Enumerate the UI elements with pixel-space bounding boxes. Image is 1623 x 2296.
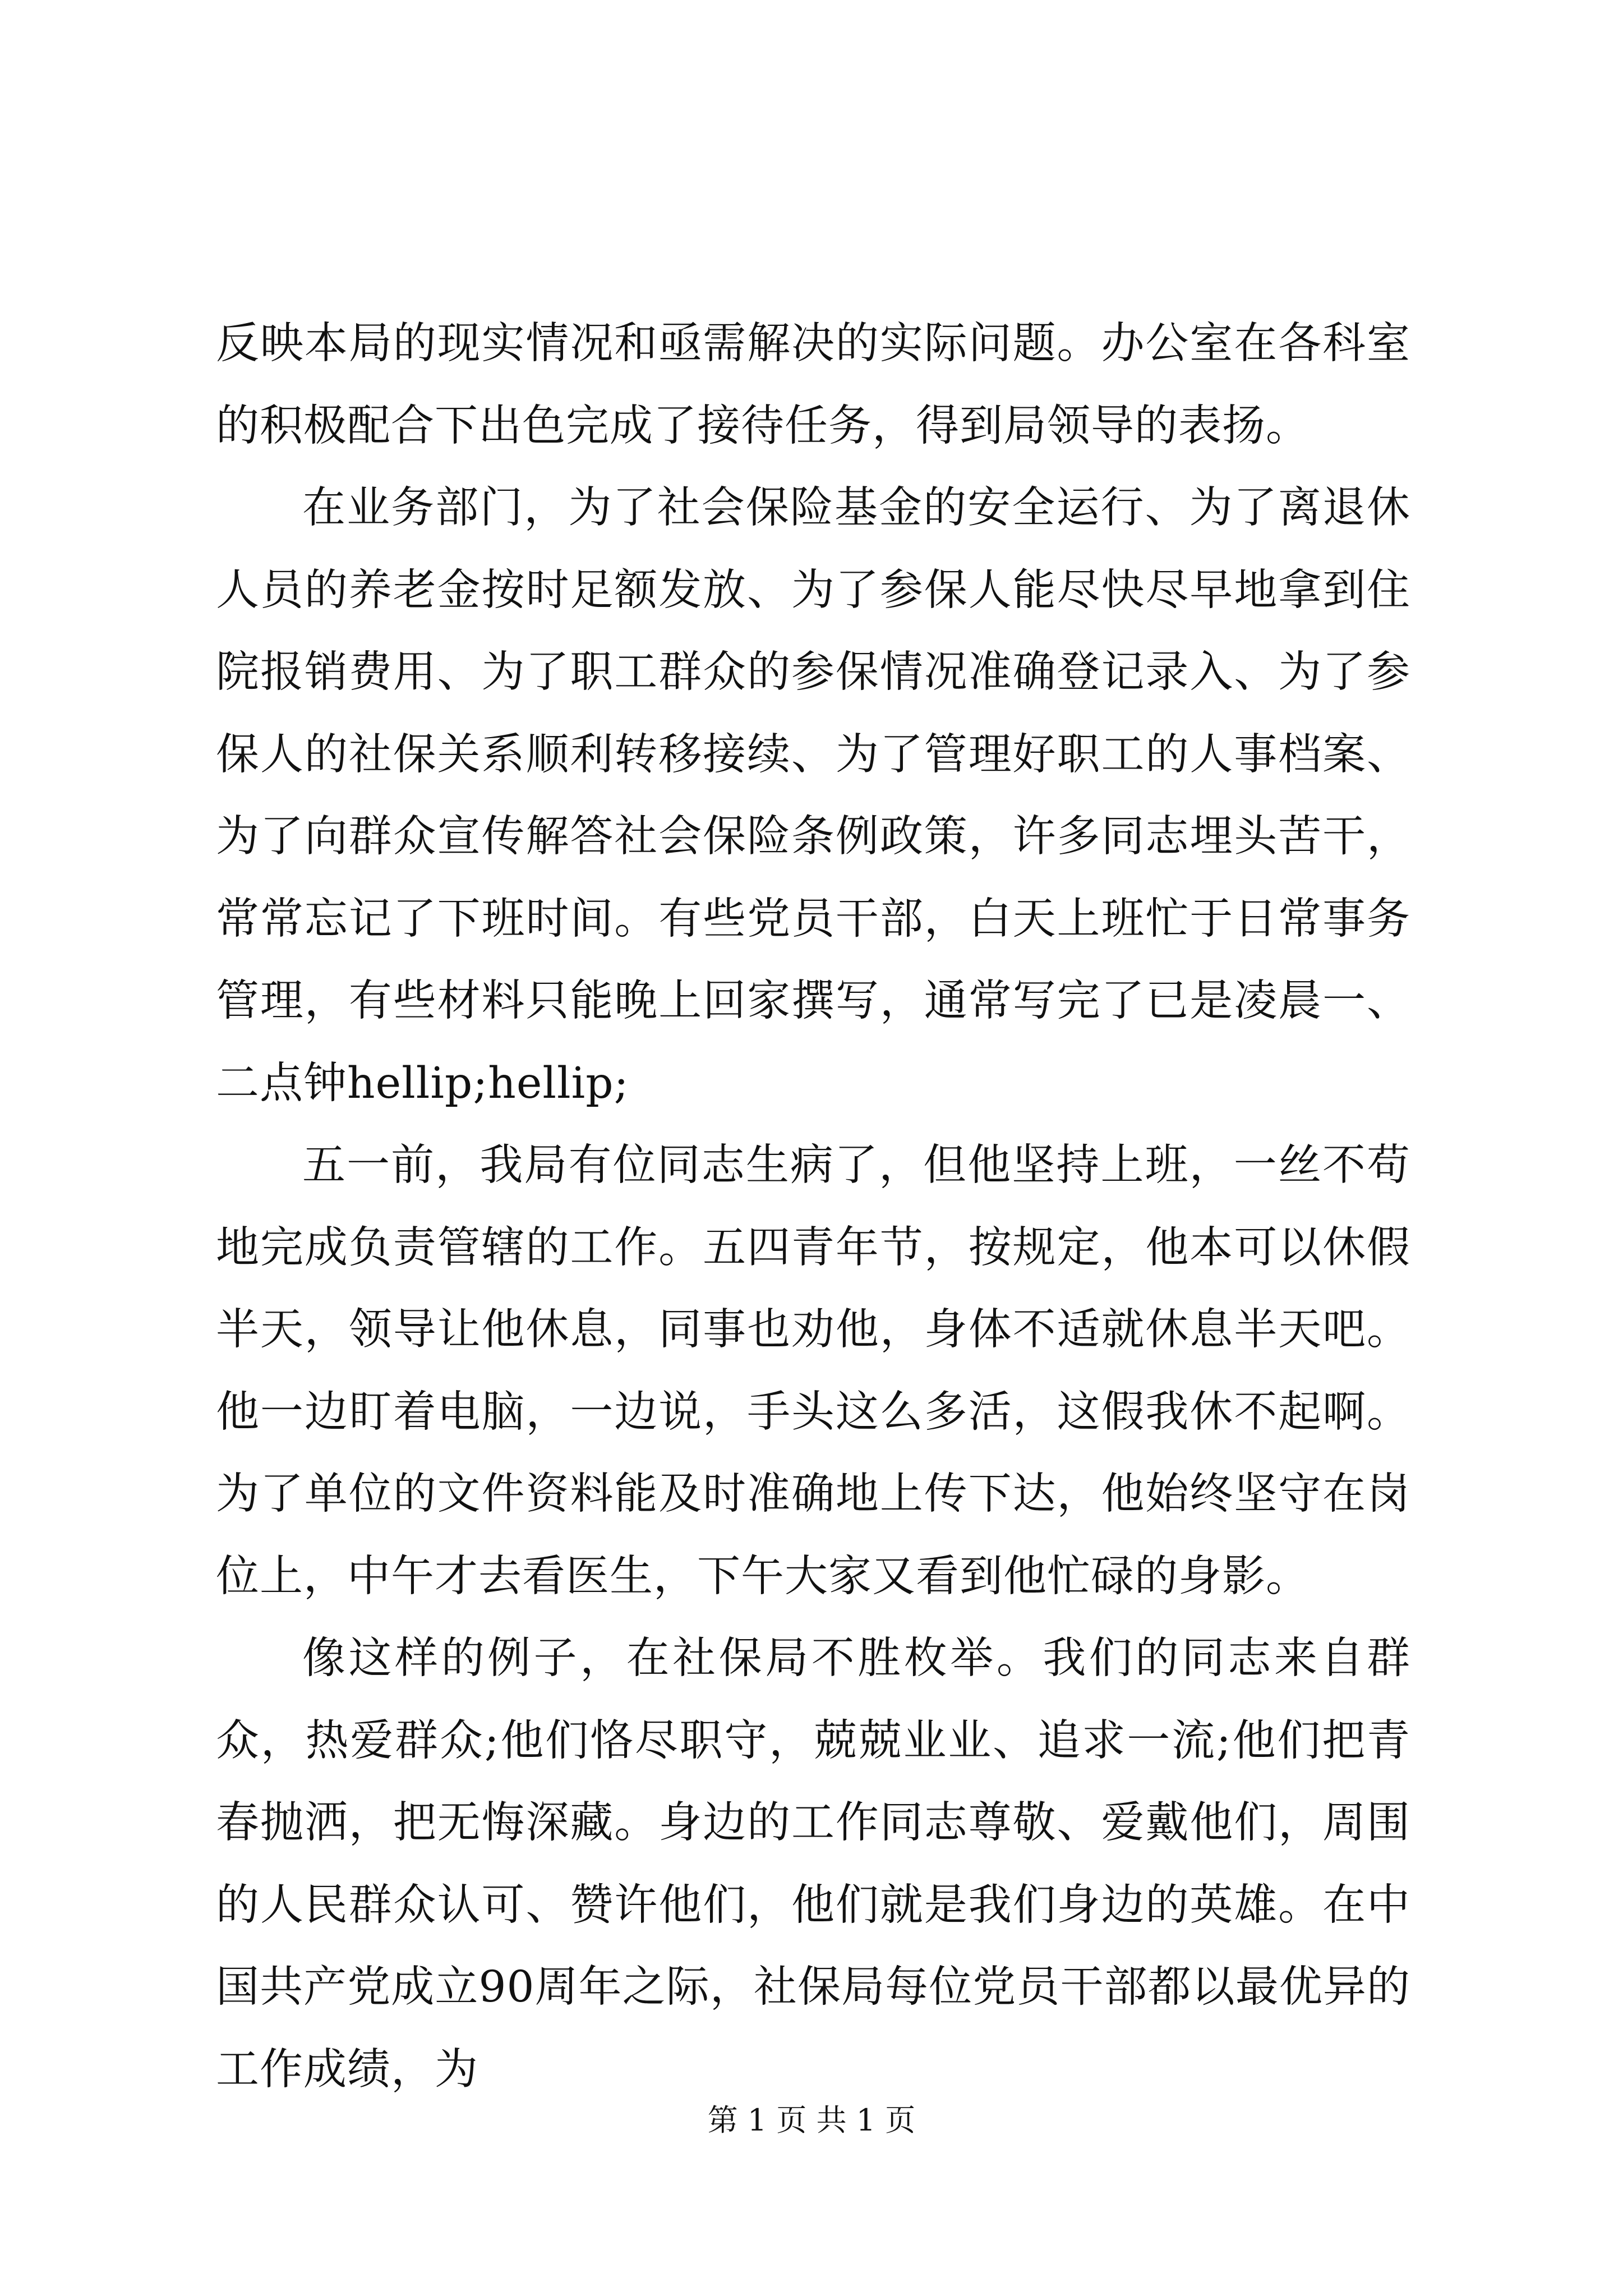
paragraph-1: 反映本局的现实情况和亟需解决的实际问题。办公室在各科室的积极配合下出色完成了接待任务，得到局领导的表扬。 [216,319,1410,451]
document-body [216,303,1410,2111]
paragraph-4: 像这样的例子，在社保局不胜枚举。我们的同志来自群众，热爱群众;他们恪尽职守，兢兢业业、追求一流;他们把青春抛洒，把无悔深藏。身边的工作同志尊敬、爱戴他们，周围的人民群众认可、赞许他们，他们就是我们身边的英雄。在中国共产党成立90周年之际，社保局每位党员干部都以最优异的工作成绩，为 [216,1634,1410,2095]
paragraph-2: 在业务部门，为了社会保险基金的安全运行、为了离退休人员的养老金按时足额发放、为了参保人能尽快尽早地拿到住院报销费用、为了职工群众的参保情况准确登记录入、为了参保人的社保关系顺利转移接续、为了管理好职工的人事档案、为了向群众宣传解答社会保险条例政策，许多同志埋头苦干，常常忘记了下班时间。有些党员干部，白天上班忙于日常事务管理，有些材料只能晚上回家撰写，通常写完了已是凌晨一、二点钟hellip;hellip; [216,483,1410,1108]
page-footer: 第 1 页 共 1 页 [707,2102,916,2138]
paragraph-3: 五一前，我局有位同志生病了，但他坚持上班，一丝不苟地完成负责管辖的工作。五四青年节，按规定，他本可以休假半天，领导让他休息，同事也劝他，身体不适就休息半天吧。他一边盯着电脑，一边说，手头这么多活，这假我休不起啊。为了单位的文件资料能及时准确地上传下达，他始终坚守在岗位上，中午才去看医生，下午大家又看到他忙碌的身影。 [216,1140,1410,1602]
